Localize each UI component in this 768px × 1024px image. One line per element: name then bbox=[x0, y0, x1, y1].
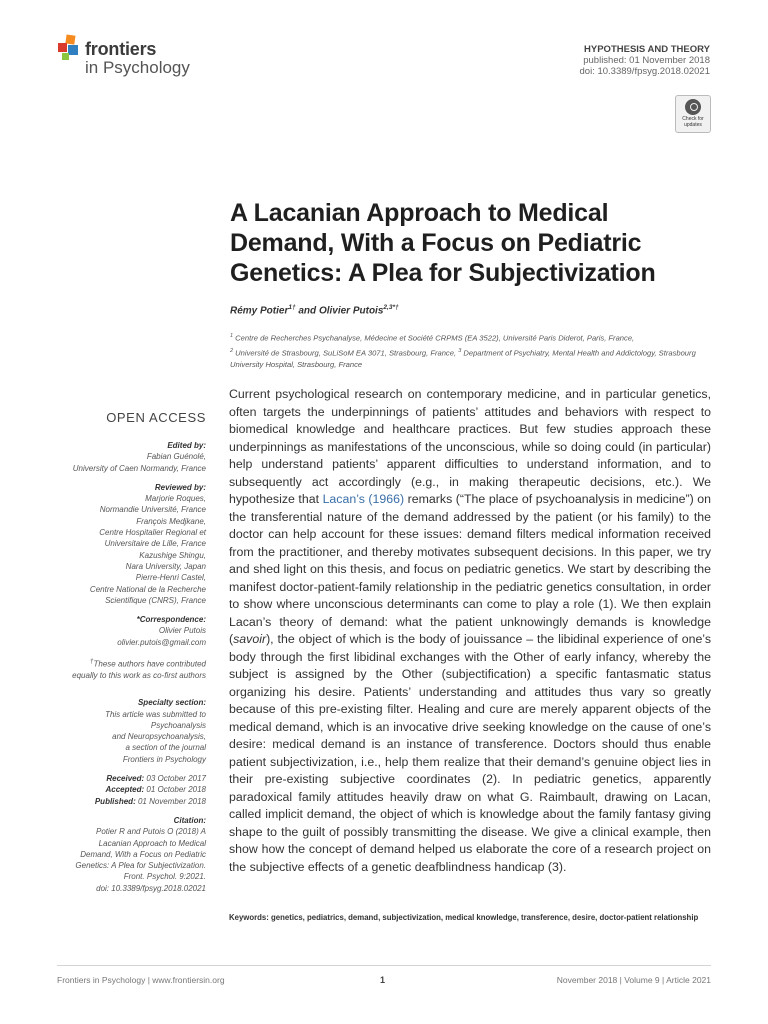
abstract-part: ), the object of which is the body of jouissance – the libidinal experience of one’s body through the first libidinal exchanges with the Other of early infancy, whereby the subject is assigned by the Other (subjectification) a specific fantasmatic status organizing his desire. Patients’ understanding and attitudes thus vary so greatly because of this pre-existing filter. Healing and cure are merely apparent objects of the medical demand, which is an invocative drive seeking knowledge on the cause of one’s desire: medical demand is an instance of transference. Doctors should thus enable patient subjectivization, i.e., help them realize that their demand’s genuine object lies in their pre-existing subjective coordinates (2). In pediatric genetics, apparently paradoxical family attitudes heavily draw on what G. Raimbault, drawing on Lacan, called implicit demand, the object of which is knowledge about the family fantasy giving shape to the guilt of possibly transmitting the disease. We give a clinical example, then show how the concept of demand helped us elaborate the core of a research project on the subjective effects of a genetic deafblindness handicap (3). bbox=[229, 632, 711, 874]
keywords bbox=[229, 912, 711, 923]
received-label: Received: bbox=[106, 774, 145, 784]
article-meta-header bbox=[580, 44, 710, 77]
abstract-part: Current psychological research on contemporary medicine, and in particular genetics, often targets the underpinnings of patients’ attitudes and behaviors with respect to biomedical knowledge and healthcare practices. But few studies approach these underpinnings as manifestations of the unconscious, while so doing could (in particular) help understand patients’ apparent difficulties to understand information, and to subsequently act accordingly (e.g., in making therapeutic decisions, etc.). We hypothesize that bbox=[229, 387, 711, 506]
accepted-value: 01 October 2018 bbox=[144, 785, 206, 795]
citation-link[interactable]: Lacan’s (1966) bbox=[322, 492, 405, 506]
published-date-sidebar bbox=[44, 796, 206, 807]
accepted-date bbox=[44, 784, 206, 795]
abstract-text bbox=[229, 386, 711, 876]
editor-line: University of Caen Normandy, France bbox=[72, 463, 206, 473]
article-doi[interactable]: doi: 10.3389/fpsyg.2018.02021 bbox=[579, 66, 710, 77]
journal-logo[interactable] bbox=[57, 34, 207, 80]
reviewer-line: Universitaire de Lille, France bbox=[104, 539, 206, 549]
specialty-label: Specialty section: bbox=[137, 698, 206, 708]
reviewer-line: Scientifique (CNRS), France bbox=[105, 595, 206, 605]
author-putois-affil: 2,3*† bbox=[383, 304, 399, 311]
frontiers-logo-icon bbox=[57, 34, 83, 62]
article-info-sidebar bbox=[44, 440, 206, 894]
reviewed-by-label: Reviewed by: bbox=[154, 482, 206, 492]
footer-divider bbox=[57, 965, 711, 966]
received-date bbox=[44, 773, 206, 784]
citation-line: Potier R and Putois O (2018) A bbox=[96, 827, 206, 837]
affil-1: Centre de Recherches Psychanalyse, Médecine et Société CRPMS (EA 3522), Université Paris Diderot, Paris, France, bbox=[233, 333, 635, 343]
abstract-italic-term: savoir bbox=[233, 632, 267, 646]
open-access-label: OPEN ACCESS bbox=[106, 410, 206, 425]
affil-3: Department of Psychiatry, Mental Health and Addictology, Strasbourg University Hospital, Strasbourg, France bbox=[230, 348, 696, 370]
correspondence-label: *Correspondence: bbox=[136, 615, 206, 625]
published-label: Published: bbox=[94, 796, 136, 806]
correspondence-email[interactable]: olivier.putois@gmail.com bbox=[117, 637, 206, 647]
editor-line: Fabian Guénolé, bbox=[146, 452, 206, 462]
contrib-mark: † bbox=[89, 658, 94, 666]
citation-line: Lacanian Approach to Medical bbox=[98, 838, 206, 848]
check-for-updates-badge[interactable] bbox=[675, 95, 711, 133]
correspondence-name: Olivier Putois bbox=[158, 626, 206, 636]
citation-line: Front. Psychol. 9:2021. bbox=[123, 872, 206, 882]
author-potier[interactable]: Rémy Potier bbox=[230, 305, 289, 317]
reviewer-line: Centre National de la Recherche bbox=[89, 584, 206, 594]
logo-brand-text: frontiers bbox=[85, 39, 157, 59]
published-value: 01 November 2018 bbox=[135, 796, 206, 806]
edited-by-label: Edited by: bbox=[167, 441, 206, 450]
check-updates-label: Check for updates bbox=[682, 116, 704, 128]
reviewer-line: François Medjkane, bbox=[136, 516, 206, 526]
author-conjunction: and bbox=[295, 305, 319, 317]
reviewer-line: Marjorie Roques, bbox=[145, 494, 206, 504]
received-value: 03 October 2017 bbox=[144, 774, 206, 784]
keywords-list: genetics, pediatrics, demand, subjectivization, medical knowledge, transference, desire, doctor-patient relationship bbox=[268, 913, 699, 922]
specialty-line: and Neuropsychoanalysis, bbox=[112, 732, 206, 742]
accepted-label: Accepted: bbox=[105, 785, 145, 795]
keywords-label: Keywords: bbox=[229, 913, 269, 922]
affiliations bbox=[230, 330, 710, 371]
affil-2: Université de Strasbourg, SuLiSoM EA 3071, Strasbourg, France, bbox=[233, 348, 459, 358]
article-type: HYPOTHESIS AND THEORY bbox=[584, 44, 710, 55]
logo-journal-text: in Psychology bbox=[85, 58, 190, 77]
abstract-part: remarks (“The place of psychoanalysis in medicine”) on the transferential nature of the demand addressed by the patient (or his family) to the doctor can help account for these issues: demand filters medical information received from the practitioner, and thereby motivates subsequent decisions. In this paper, we try and shed light on this thesis, and focus on pediatric genetics. We start by describing the manifest doctor-patient-family relationship in the pediatric genetics consultation, in order to show where unconscious determinants can come to play a role (1). We then explain Lacan’s theory of demand: what the patient unknowingly demands is knowledge ( bbox=[229, 492, 712, 646]
reviewer-line: Centre Hospitalier Regional et bbox=[99, 528, 206, 538]
affil-num: 1 bbox=[230, 333, 234, 339]
author-putois[interactable]: Olivier Putois bbox=[318, 305, 384, 317]
author-potier-affil: 1† bbox=[288, 304, 296, 311]
reviewer-line: Pierre-Henri Castel, bbox=[135, 573, 206, 583]
contrib-line: equally to this work as co-first authors bbox=[72, 671, 206, 680]
contrib-note bbox=[44, 656, 206, 670]
specialty-line: This article was submitted to bbox=[105, 709, 206, 719]
published-date: published: 01 November 2018 bbox=[583, 55, 710, 66]
reviewer-line: Nara University, Japan bbox=[125, 561, 206, 571]
affil-num: 2 bbox=[230, 347, 234, 354]
check-updates-icon bbox=[685, 99, 701, 115]
footer-journal-site[interactable]: Frontiers in Psychology | www.frontiersin.org bbox=[57, 975, 225, 985]
citation-line[interactable]: doi: 10.3389/fpsyg.2018.02021 bbox=[96, 883, 206, 893]
citation-line: Genetics: A Plea for Subjectivization. bbox=[75, 861, 206, 871]
specialty-line: Psychoanalysis bbox=[150, 720, 206, 730]
citation-line: Demand, With a Focus on Pediatric bbox=[80, 849, 206, 859]
affil-num: 3 bbox=[458, 347, 462, 354]
specialty-line: a section of the journal bbox=[125, 743, 206, 753]
citation-label: Citation: bbox=[173, 815, 206, 825]
reviewer-line: Normandie Université, France bbox=[99, 505, 206, 515]
footer-issue-info: November 2018 | Volume 9 | Article 2021 bbox=[556, 975, 711, 985]
specialty-line: Frontiers in Psychology bbox=[122, 754, 206, 764]
article-title: A Lacanian Approach to Medical Demand, With a Focus on Pediatric Genetics: A Plea for Subjectivization bbox=[230, 199, 656, 287]
author-list bbox=[230, 304, 399, 316]
page-number: 1 bbox=[380, 975, 386, 985]
contrib-line: These authors have contributed bbox=[93, 659, 206, 669]
reviewer-line: Kazushige Shingu, bbox=[139, 550, 206, 560]
